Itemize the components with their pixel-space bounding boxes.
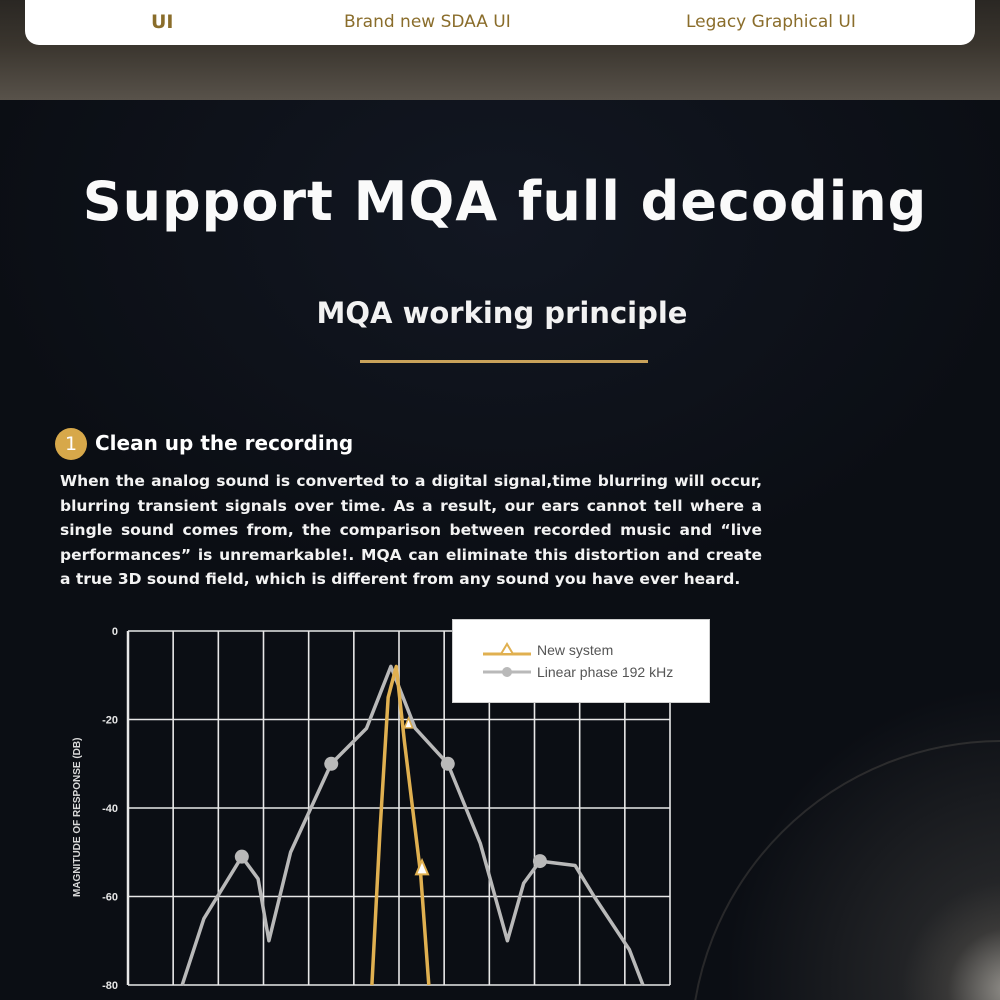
y-tick-label: -20 [102, 714, 118, 727]
step-number-badge: 1 [55, 428, 87, 460]
tab-brand-new-sdaa-ui[interactable]: Brand new SDAA UI [344, 12, 511, 32]
data-point-linear-phase-192-khz [533, 854, 547, 868]
legend-label-new-system: New system [537, 642, 614, 658]
y-tick-label: -60 [102, 891, 118, 904]
y-tick-label: -80 [102, 980, 118, 992]
product-content [0, 100, 1000, 1000]
tab-bar [25, 0, 975, 45]
data-point-linear-phase-192-khz [324, 757, 338, 771]
legend-item-linear-phase [483, 662, 673, 682]
step-description: When the analog sound is converted to a digital signal,time blurring will occur, blurring transient signals over time. As a result, our ears cannot tell where a single sound comes from, the comparison between recorded music and “live performances” is unremarkable!. MQA can eliminate this distortion and create a true 3D sound field, which is different from any sound you have ever heard. [60, 472, 762, 588]
chart-legend [452, 619, 710, 703]
page-subtitle: MQA working principle [316, 296, 688, 330]
series-line-linear-phase-192-khz [182, 666, 643, 985]
tab-legacy-graphical-ui[interactable]: Legacy Graphical UI [686, 12, 856, 32]
response-chart [60, 617, 720, 1000]
triangle-marker-icon [483, 640, 533, 660]
series-line-new-system [372, 666, 429, 985]
data-point-linear-phase-192-khz [235, 850, 249, 864]
page-title: Support MQA full decoding [82, 170, 928, 233]
y-axis-label: MAGNITUDE OF RESPONSE (DB) [72, 737, 83, 897]
legend-label-linear-phase: Linear phase 192 kHz [537, 664, 674, 680]
tab-ui[interactable]: UI [151, 11, 174, 33]
title-divider [360, 360, 648, 363]
circle-marker-icon [483, 662, 533, 682]
y-tick-label: 0 [111, 626, 118, 638]
step-title: Clean up the recording [95, 431, 354, 455]
y-tick-label: -40 [102, 803, 118, 815]
legend-item-new-system [483, 640, 613, 660]
data-point-linear-phase-192-khz [441, 757, 455, 771]
